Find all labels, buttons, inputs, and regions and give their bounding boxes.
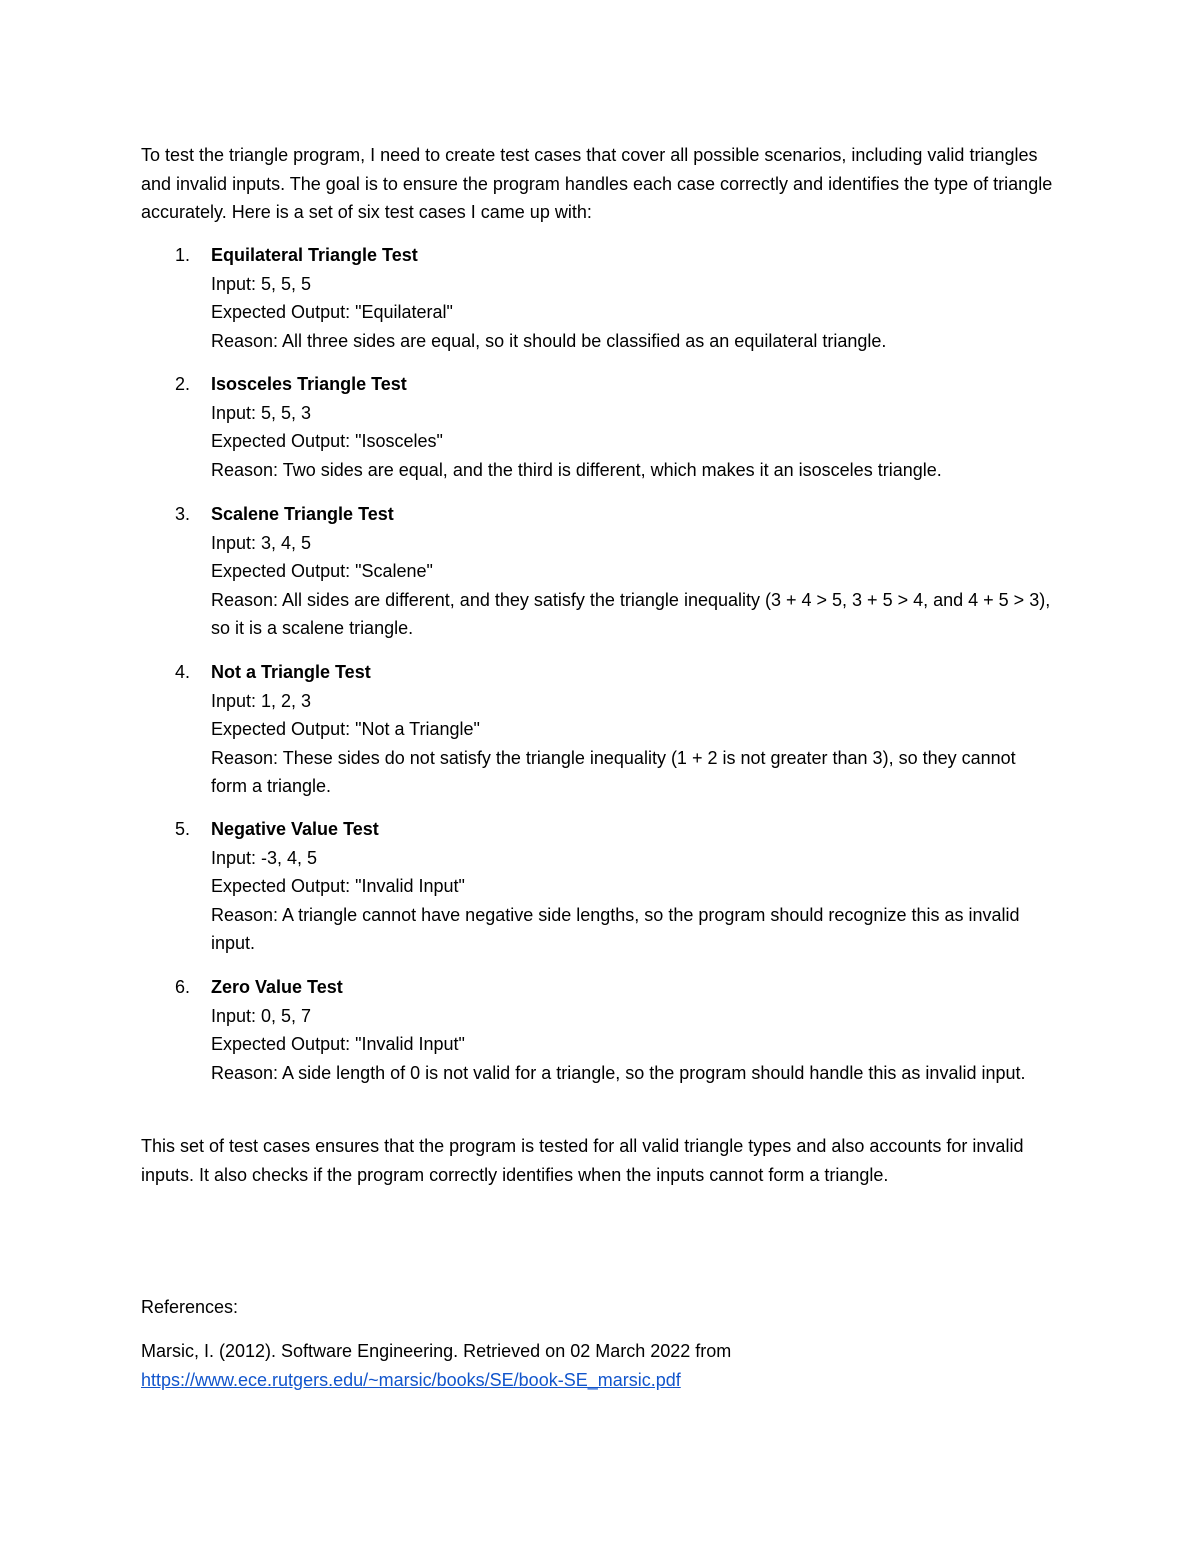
- list-number: 2.: [175, 374, 191, 394]
- test-case-reason: Reason: A triangle cannot have negative side lengths, so the program should recognize this as invalid input.: [211, 904, 1020, 953]
- test-case-reason: Reason: All sides are different, and they satisfy the triangle inequality (3 + 4 > 5, 3 + 5 > 4, and 4 + 5 > 3), so it is a scalene triangle.: [211, 589, 1051, 638]
- test-case-expected: Expected Output: "Scalene": [211, 561, 433, 581]
- test-case-title: Scalene Triangle Test: [211, 504, 394, 524]
- reference-citation: Marsic, I. (2012). Software Engineering. Retrieved on 02 March 2022 from: [141, 1341, 732, 1361]
- test-case-reason: Reason: All three sides are equal, so it should be classified as an equilateral triangle.: [211, 330, 887, 351]
- test-case-input: Input: 5, 5, 3: [211, 402, 312, 423]
- conclusion-paragraph: This set of test cases ensures that the program is tested for all valid triangle types and also accounts for invalid inputs. It also checks if the program correctly identifies when the inputs cannot form a triangle.: [141, 1136, 1024, 1185]
- test-case-5: [141, 815, 1066, 958]
- test-case-expected: Expected Output: "Equilateral": [211, 302, 453, 322]
- list-number: 5.: [175, 819, 191, 839]
- test-case-title: Negative Value Test: [211, 819, 379, 839]
- test-case-expected: Expected Output: "Isosceles": [211, 431, 443, 451]
- references-heading: References:: [141, 1297, 239, 1317]
- test-case-title: Equilateral Triangle Test: [211, 245, 418, 265]
- list-number: 1.: [175, 245, 191, 265]
- list-number: 3.: [175, 504, 191, 524]
- test-case-title: Isosceles Triangle Test: [211, 374, 407, 394]
- intro-paragraph: To test the triangle program, I need to create test cases that cover all possible scenarios, including valid triangles and invalid inputs. The goal is to ensure the program handles each case correctly and identifies the type of triangle accurately. Here is a set of six test cases I came up with:: [141, 145, 1053, 222]
- test-case-expected: Expected Output: "Invalid Input": [211, 876, 465, 896]
- test-case-6: [141, 973, 1066, 1087]
- test-case-reason: Reason: These sides do not satisfy the triangle inequality (1 + 2 is not greater than 3), so they cannot form a triangle.: [211, 747, 1016, 796]
- list-number: 6.: [175, 977, 191, 997]
- test-case-input: Input: -3, 4, 5: [211, 847, 318, 868]
- test-case-title: Not a Triangle Test: [211, 662, 371, 682]
- test-case-input: Input: 1, 2, 3: [211, 690, 312, 711]
- list-number: 4.: [175, 662, 191, 682]
- test-case-expected: Expected Output: "Invalid Input": [211, 1034, 465, 1054]
- test-case-2: [141, 370, 1066, 484]
- test-case-4: [141, 658, 1066, 801]
- test-case-reason: Reason: Two sides are equal, and the third is different, which makes it an isosceles triangle.: [211, 459, 942, 480]
- reference-link[interactable]: https://www.ece.rutgers.edu/~marsic/books/SE/book-SE_marsic.pdf: [141, 1369, 681, 1390]
- test-case-input: Input: 5, 5, 5: [211, 273, 312, 294]
- test-case-title: Zero Value Test: [211, 977, 343, 997]
- reference-entry: [141, 1337, 1066, 1394]
- test-case-expected: Expected Output: "Not a Triangle": [211, 719, 480, 739]
- test-case-1: [141, 241, 1066, 355]
- test-case-input: Input: 0, 5, 7: [211, 1005, 312, 1026]
- test-case-reason: Reason: A side length of 0 is not valid for a triangle, so the program should handle this as invalid input.: [211, 1062, 1026, 1083]
- test-case-3: [141, 500, 1066, 643]
- test-case-input: Input: 3, 4, 5: [211, 532, 312, 553]
